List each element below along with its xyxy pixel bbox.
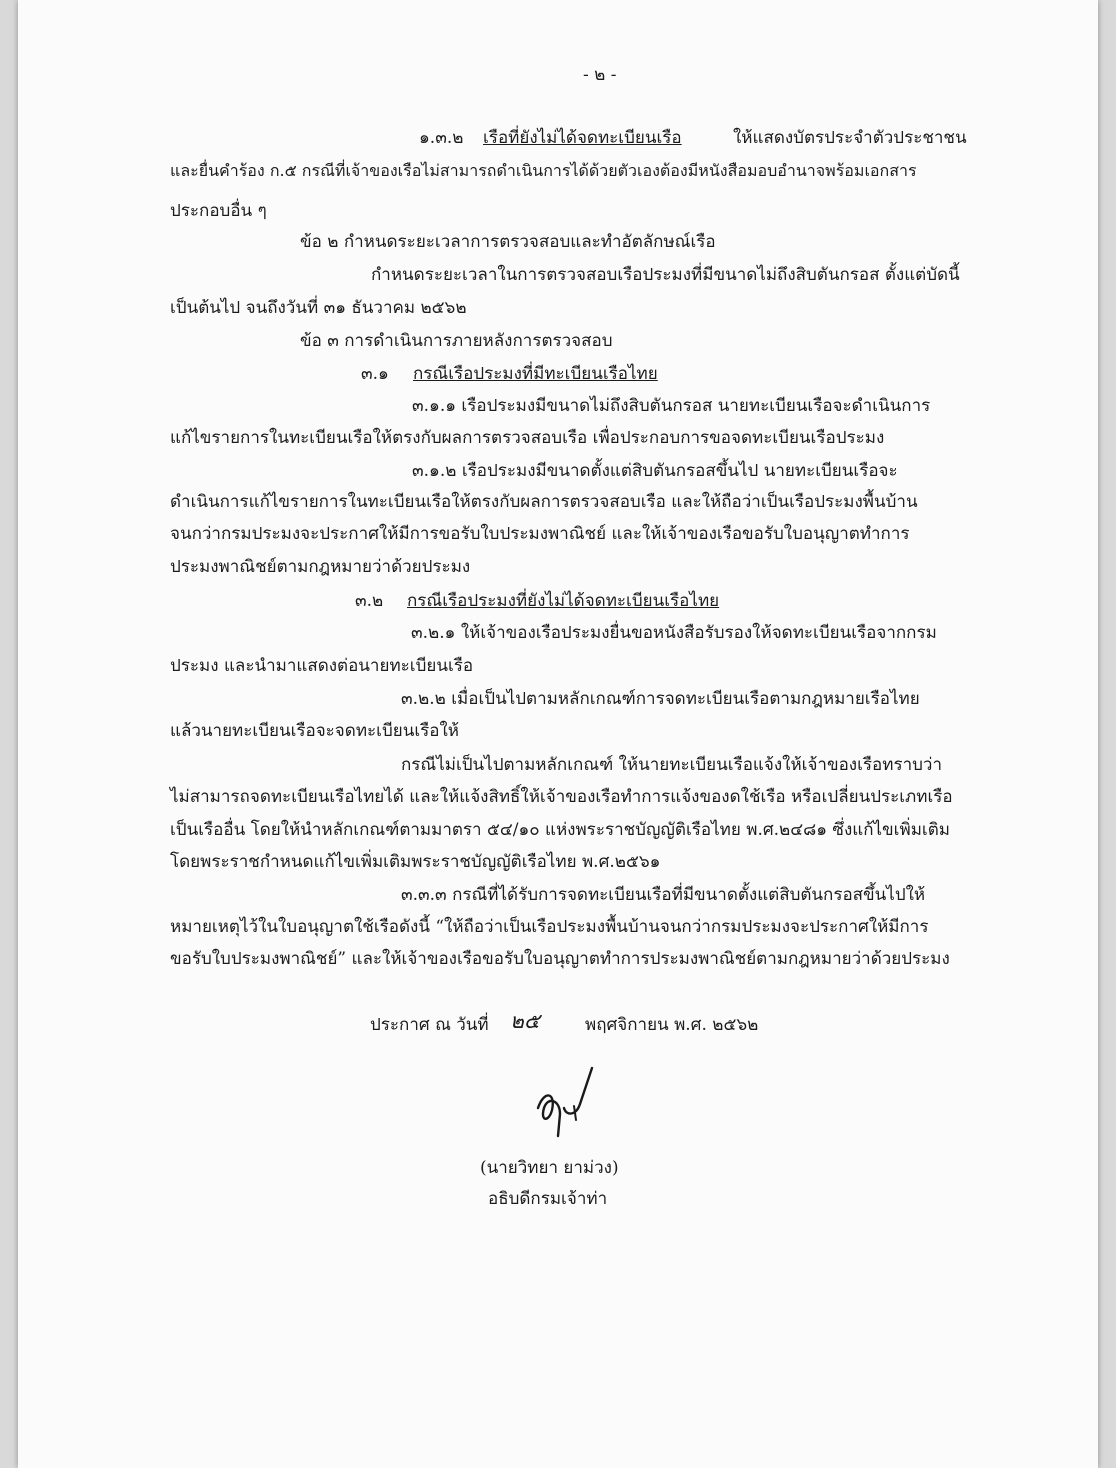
body-line: โดยพระราชกำหนดแก้ไขเพิ่มเติมพระราชบัญญัติเรือไทย พ.ศ.๒๕๖๑	[170, 852, 661, 872]
body-line: ๓.๒.๑ ให้เจ้าของเรือประมงยื่นขอหนังสือรับรองให้จดทะเบียนเรือจากกรม	[411, 623, 937, 643]
announcement-date-label: ประกาศ ณ วันที่	[370, 1015, 489, 1035]
section-3-1-number: ๓.๑	[361, 364, 389, 384]
para-1-3-2-text: ให้แสดงบัตรประจำตัวประชาชน	[733, 128, 967, 148]
body-line: ไม่สามารถจดทะเบียนเรือไทยได้ และให้แจ้งสิทธิ์ให้เจ้าของเรือทำการแจ้งของดใช้เรือ หรือเปลี่ยนประเภทเรือ	[170, 787, 953, 807]
body-line: ดำเนินการแก้ไขรายการในทะเบียนเรือให้ตรงกับผลการตรวจสอบเรือ และให้ถือว่าเป็นเรือประมงพื้นบ้าน	[170, 492, 918, 512]
body-line: กำหนดระยะเวลาในการตรวจสอบเรือประมงที่มีขนาดไม่ถึงสิบตันกรอส ตั้งแต่บัดนี้	[371, 265, 960, 285]
section-3-2-heading: กรณีเรือประมงที่ยังไม่ได้จดทะเบียนเรือไทย	[407, 591, 720, 611]
body-line: แล้วนายทะเบียนเรือจะจดทะเบียนเรือให้	[170, 721, 459, 741]
body-line: ขอรับใบประมงพาณิชย์” และให้เจ้าของเรือขอรับใบอนุญาตทำการประมงพาณิชย์ตามกฎหมายว่าด้วยประมง	[170, 949, 950, 969]
para-1-3-2-number: ๑.๓.๒	[419, 128, 464, 148]
body-line: หมายเหตุไว้ในใบอนุญาตใช้เรือดังนี้ “ให้ถือว่าเป็นเรือประมงพื้นบ้านจนกว่ากรมประมงจะประกาศให้มีการ	[170, 917, 929, 937]
clause-2-heading: ข้อ ๒ กำหนดระยะเวลาการตรวจสอบและทำอัตลักษณ์เรือ	[300, 232, 716, 252]
section-3-1-heading: กรณีเรือประมงที่มีทะเบียนเรือไทย	[413, 364, 658, 384]
body-line: แก้ไขรายการในทะเบียนเรือให้ตรงกับผลการตรวจสอบเรือ เพื่อประกอบการขอจดทะเบียนเรือประมง	[170, 428, 885, 448]
para-1-3-2-heading: เรือที่ยังไม่ได้จดทะเบียนเรือ	[483, 128, 682, 148]
body-line: ๓.๓.๓ กรณีที่ได้รับการจดทะเบียนเรือที่มีขนาดตั้งแต่สิบตันกรอสขึ้นไปให้	[401, 885, 926, 905]
body-line: จนกว่ากรมประมงจะประกาศให้มีการขอรับใบประมงพาณิชย์ และให้เจ้าของเรือขอรับใบอนุญาตทำการ	[170, 524, 910, 544]
body-line: ๓.๑.๒ เรือประมงมีขนาดตั้งแต่สิบตันกรอสขึ้นไป นายทะเบียนเรือจะ	[412, 461, 898, 481]
body-line: ประกอบอื่น ๆ	[170, 201, 267, 221]
section-3-2-number: ๓.๒	[355, 591, 384, 611]
announcement-month-year: พฤศจิกายน พ.ศ. ๒๕๖๒	[585, 1015, 759, 1035]
signature	[530, 1060, 620, 1140]
body-line: ๓.๑.๑ เรือประมงมีขนาดไม่ถึงสิบตันกรอส นายทะเบียนเรือจะดำเนินการ	[412, 396, 931, 416]
document-page	[18, 0, 1098, 1468]
body-line: เป็นต้นไป จนถึงวันที่ ๓๑ ธันวาคม ๒๕๖๒	[170, 298, 467, 318]
body-line: และยื่นคำร้อง ก.๕ กรณีที่เจ้าของเรือไม่สามารถดำเนินการได้ด้วยตัวเองต้องมีหนังสือมอบอำนาจพร้อมเอกสาร	[170, 161, 917, 180]
signatory-title: อธิบดีกรมเจ้าท่า	[488, 1189, 608, 1209]
body-line: กรณีไม่เป็นไปตามหลักเกณฑ์ ให้นายทะเบียนเรือแจ้งให้เจ้าของเรือทราบว่า	[401, 755, 943, 775]
page-number: - ๒ -	[583, 65, 617, 85]
clause-3-heading: ข้อ ๓ การดำเนินการภายหลังการตรวจสอบ	[300, 331, 613, 351]
body-line: ประมงพาณิชย์ตามกฎหมายว่าด้วยประมง	[170, 557, 471, 577]
body-line: เป็นเรืออื่น โดยให้นำหลักเกณฑ์ตามมาตรา ๕๔/๑๐ แห่งพระราชบัญญัติเรือไทย พ.ศ.๒๔๘๑ ซึ่งแก้ไขเพิ่มเติม	[170, 820, 950, 840]
announcement-day: ๒๕	[510, 1009, 540, 1033]
body-line: ๓.๒.๒ เมื่อเป็นไปตามหลักเกณฑ์การจดทะเบียนเรือตามกฎหมายเรือไทย	[401, 689, 920, 709]
signatory-name: (นายวิทยา ยาม่วง)	[480, 1158, 619, 1178]
body-line: ประมง และนำมาแสดงต่อนายทะเบียนเรือ	[170, 656, 474, 676]
